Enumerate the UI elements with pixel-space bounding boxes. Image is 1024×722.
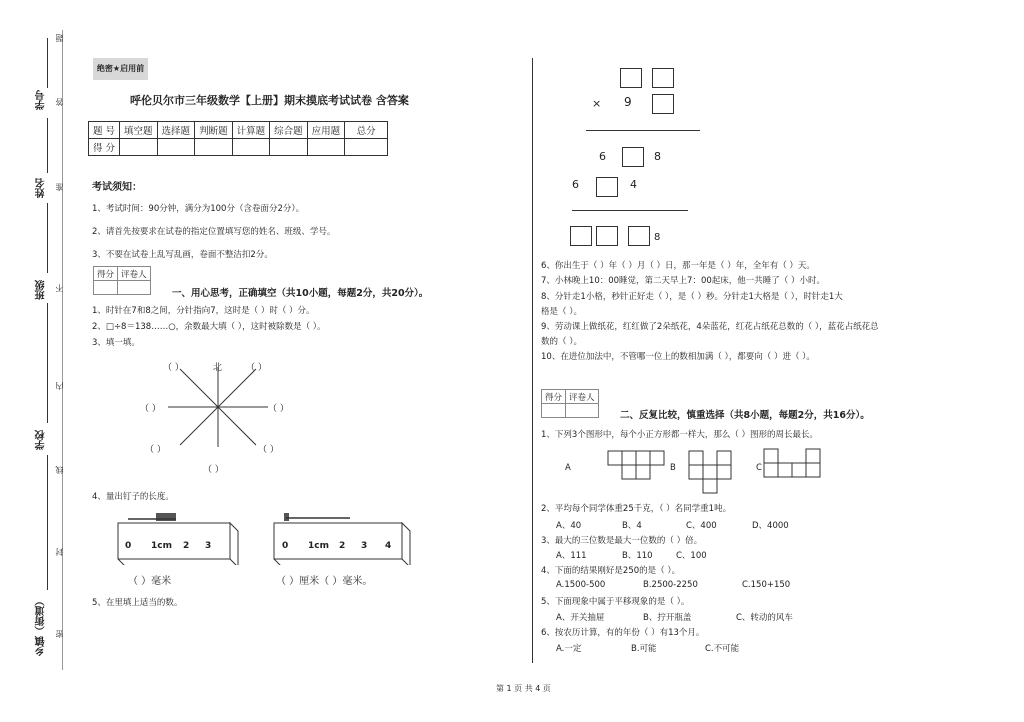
s2-q3-opt[interactable]: A、111: [556, 551, 587, 561]
ruler-2-tick-2: 2: [339, 541, 346, 551]
margin-label-zhun: 准: [55, 183, 64, 191]
s1-q9b: 数的（ ）。: [541, 337, 582, 347]
page-title: 呼伦贝尔市三年级数学【上册】期末摸底考试试卷 含答案: [130, 94, 409, 107]
margin-label-xian: 线: [55, 466, 64, 474]
score-input-cell[interactable]: [120, 139, 158, 156]
section2-heading: 二、反复比较，慎重选择（共8小题，每题2分，共16分）。: [620, 410, 870, 421]
score-row-label: 得 分: [89, 139, 120, 156]
secret-label: 绝密★启用前: [93, 58, 148, 80]
notice-item: 3、不要在试卷上乱写乱画，卷面不整洁扣2分。: [92, 250, 273, 260]
score-input-cell[interactable]: [307, 139, 345, 156]
s2-q2-opt[interactable]: C、400: [686, 521, 717, 531]
score-input-cell[interactable]: [345, 139, 388, 156]
score-header-cell: 选择题: [157, 122, 195, 139]
grader-score-label: 得分: [542, 390, 566, 404]
column-divider: [532, 58, 533, 663]
margin-label-ti: 题: [55, 34, 64, 42]
score-header-cell: 总分: [345, 122, 388, 139]
ruler-2: [272, 505, 414, 565]
score-header-cell: 应用题: [307, 122, 345, 139]
s1-q3: 3、填一填。: [92, 338, 140, 348]
shape-label-c: C: [756, 463, 762, 473]
shape-label-b: B: [670, 463, 676, 473]
s2-q1: 1、下列3个图形中，每个小正方形都一样大，那么（ ）图形的周长最长。: [541, 430, 819, 440]
s2-q5-opt[interactable]: B、拧开瓶盖: [643, 613, 692, 623]
s2-q6-opt[interactable]: B.可能: [631, 644, 657, 654]
margin-underline: [47, 118, 48, 173]
compass-blank-ne[interactable]: （ ）: [246, 363, 267, 373]
s1-q7: 7、小林晚上10：00睡觉，第二天早上7：00起床，他一共睡了（ ）小时。: [541, 276, 825, 286]
score-header-cell: 综合题: [270, 122, 308, 139]
s2-q4-opt[interactable]: C.150+150: [742, 580, 791, 590]
s1-q5: 5、在里填上适当的数。: [92, 598, 183, 608]
shape-a: [607, 450, 669, 484]
ruler-2-answer[interactable]: （ ）厘米（ ）毫米。: [276, 576, 373, 587]
score-input-cell[interactable]: [232, 139, 270, 156]
mult-line: [586, 130, 700, 131]
compass-blank-se[interactable]: （ ）: [258, 445, 279, 455]
s2-q3: 3、最大的三位数是最大一位数的（ ）倍。: [541, 536, 703, 546]
s2-q2: 2、平均每个同学体重25千克，（ ）名同学重1吨。: [541, 504, 732, 514]
mult-box[interactable]: [652, 94, 674, 114]
score-input-cell[interactable]: [270, 139, 308, 156]
mult-box[interactable]: [622, 147, 644, 167]
ruler-1: [116, 505, 242, 565]
ruler-2-tick-0: 0: [282, 541, 289, 551]
margin-underline: [47, 38, 48, 88]
mult-digit-9: 9: [624, 95, 632, 109]
grader-box: [93, 266, 151, 295]
s2-q3-opt[interactable]: B、110: [622, 551, 653, 561]
s1-q2: 2、□÷8＝138……○，余数最大填（ ），这时被除数是（ ）。: [92, 322, 326, 332]
compass-diagram: [140, 355, 300, 475]
s1-q1: 1、时针在7和8之间，分针指向7，这时是（ ）时（ ）分。: [92, 306, 315, 316]
s2-q6-opt[interactable]: A.一定: [556, 644, 582, 654]
grader-score-cell[interactable]: [94, 281, 118, 295]
ruler-2-tick-3: 3: [361, 541, 368, 551]
score-table: [88, 121, 388, 156]
ruler-1-answer[interactable]: （ ）毫米: [128, 576, 172, 587]
s1-q8a: 8、分针走1小格，秒针正好走（ ），是（ ）秒。分针走1大格是（ ），时针走1大: [541, 292, 843, 302]
margin-label-feng: 封: [55, 548, 64, 556]
margin-line: [62, 30, 63, 670]
score-header-cell: 判断题: [195, 122, 233, 139]
mult-digit-8b: 8: [654, 232, 661, 243]
score-input-cell[interactable]: [195, 139, 233, 156]
ruler-1-tick-1: 1cm: [151, 541, 172, 551]
s2-q5-opt[interactable]: A、开关抽屉: [556, 613, 605, 623]
score-input-cell[interactable]: [157, 139, 195, 156]
margin-underline: [47, 303, 48, 423]
ruler-1-tick-3: 3: [205, 541, 212, 551]
mult-digit-4: 4: [630, 178, 637, 191]
notice-heading: 考试须知：: [92, 182, 142, 193]
s2-q5-opt[interactable]: C、转动的风车: [736, 613, 793, 623]
mult-digit-6: 6: [599, 150, 606, 163]
margin-label-bu: 不: [55, 284, 64, 292]
s1-q10: 10、在进位加法中，不管哪一位上的数相加满（ ），都要向（ ）进（ ）。: [541, 352, 815, 362]
s2-q6-opt[interactable]: C.不可能: [705, 644, 740, 654]
ruler-1-tick-2: 2: [183, 541, 190, 551]
mult-box[interactable]: [570, 226, 592, 246]
s2-q4: 4、下面的结果刚好是250的是（ ）。: [541, 566, 681, 576]
mult-line: [572, 210, 688, 211]
notice-item: 2、请首先按要求在试卷的指定位置填写您的姓名、班级、学号。: [92, 227, 336, 237]
shape-c: [763, 448, 827, 480]
margin-label-banji: 班级: [36, 280, 47, 300]
mult-box[interactable]: [620, 68, 642, 88]
notice-item: 1、考试时间：90分钟，满分为100分（含卷面分2分）。: [92, 204, 305, 214]
margin-label-xingming: 姓名: [36, 178, 47, 198]
score-header-cell: 计算题: [232, 122, 270, 139]
mult-box[interactable]: [596, 177, 618, 197]
s1-q6: 6、你出生于（ ）年（ ）月（ ）日，那一年是（ ）年，全年有（ ）天。: [541, 261, 815, 271]
page-footer: 第 1 页 共 4 页: [496, 684, 551, 693]
margin-label-nei: 内: [55, 382, 64, 390]
mult-digit-6b: 6: [572, 178, 579, 191]
compass-blank-e[interactable]: （ ）: [268, 404, 289, 414]
ruler-2-tick-1: 1cm: [308, 541, 329, 551]
mult-box[interactable]: [628, 226, 650, 246]
grader-reviewer-label: 评卷人: [118, 267, 151, 281]
grader-reviewer-label: 评卷人: [566, 390, 599, 404]
margin-underline: [47, 203, 48, 273]
ruler-2-tick-4: 4: [385, 541, 392, 551]
s1-q9a: 9、劳动课上做纸花，红红做了2朵纸花，4朵蓝花，红花占纸花总数的（ ），蓝花占纸花总: [541, 322, 879, 332]
s2-q6: 6、按农历计算，有的年份（ ）有13个月。: [541, 628, 705, 638]
s2-q5: 5、下面现象中属于平移现象的是（ ）。: [541, 597, 690, 607]
compass-north-label: 北: [213, 363, 223, 373]
s2-q4-opt[interactable]: B.2500-2250: [643, 580, 698, 590]
margin-label-da: 答: [55, 98, 64, 106]
compass-blank-nw[interactable]: （ ）: [163, 363, 184, 373]
s1-q4: 4、量出钉子的长度。: [92, 492, 174, 502]
margin-underline: [47, 455, 48, 590]
s1-q8b: 格是（ ）。: [541, 307, 582, 317]
s2-q2-opt[interactable]: A、40: [556, 521, 582, 531]
s2-q3-opt[interactable]: C、100: [676, 551, 707, 561]
s2-q2-opt[interactable]: D、4000: [752, 521, 789, 531]
compass-blank-s[interactable]: （ ）: [203, 465, 224, 475]
section1-heading: 一、用心思考，正确填空（共10小题，每题2分，共20分）。: [172, 288, 429, 299]
mult-sign: ×: [592, 97, 602, 110]
margin-label-mi: 密: [55, 630, 64, 638]
compass-blank-w[interactable]: （ ）: [140, 404, 161, 414]
mult-box[interactable]: [652, 68, 674, 88]
score-header-cell: 题 号: [89, 122, 120, 139]
grader-box-2: [541, 389, 599, 418]
ruler-1-tick-0: 0: [125, 541, 132, 551]
score-header-cell: 填空题: [120, 122, 158, 139]
s2-q2-opt[interactable]: B、4: [622, 521, 642, 531]
margin-label-xuehao: 学号: [36, 90, 47, 110]
shape-label-a: A: [565, 463, 571, 473]
s2-q4-opt[interactable]: A.1500-500: [556, 580, 606, 590]
mult-box[interactable]: [596, 226, 618, 246]
grader-reviewer-cell[interactable]: [118, 281, 151, 295]
compass-blank-sw[interactable]: （ ）: [145, 445, 166, 455]
grader-score-cell[interactable]: [542, 404, 566, 418]
margin-label-xiangzhen: 乡镇（街道）: [36, 596, 47, 656]
shape-b: [688, 450, 738, 494]
mult-digit-8: 8: [654, 150, 661, 163]
grader-score-label: 得分: [94, 267, 118, 281]
grader-reviewer-cell[interactable]: [566, 404, 599, 418]
margin-label-xuexiao: 学校: [36, 430, 47, 450]
